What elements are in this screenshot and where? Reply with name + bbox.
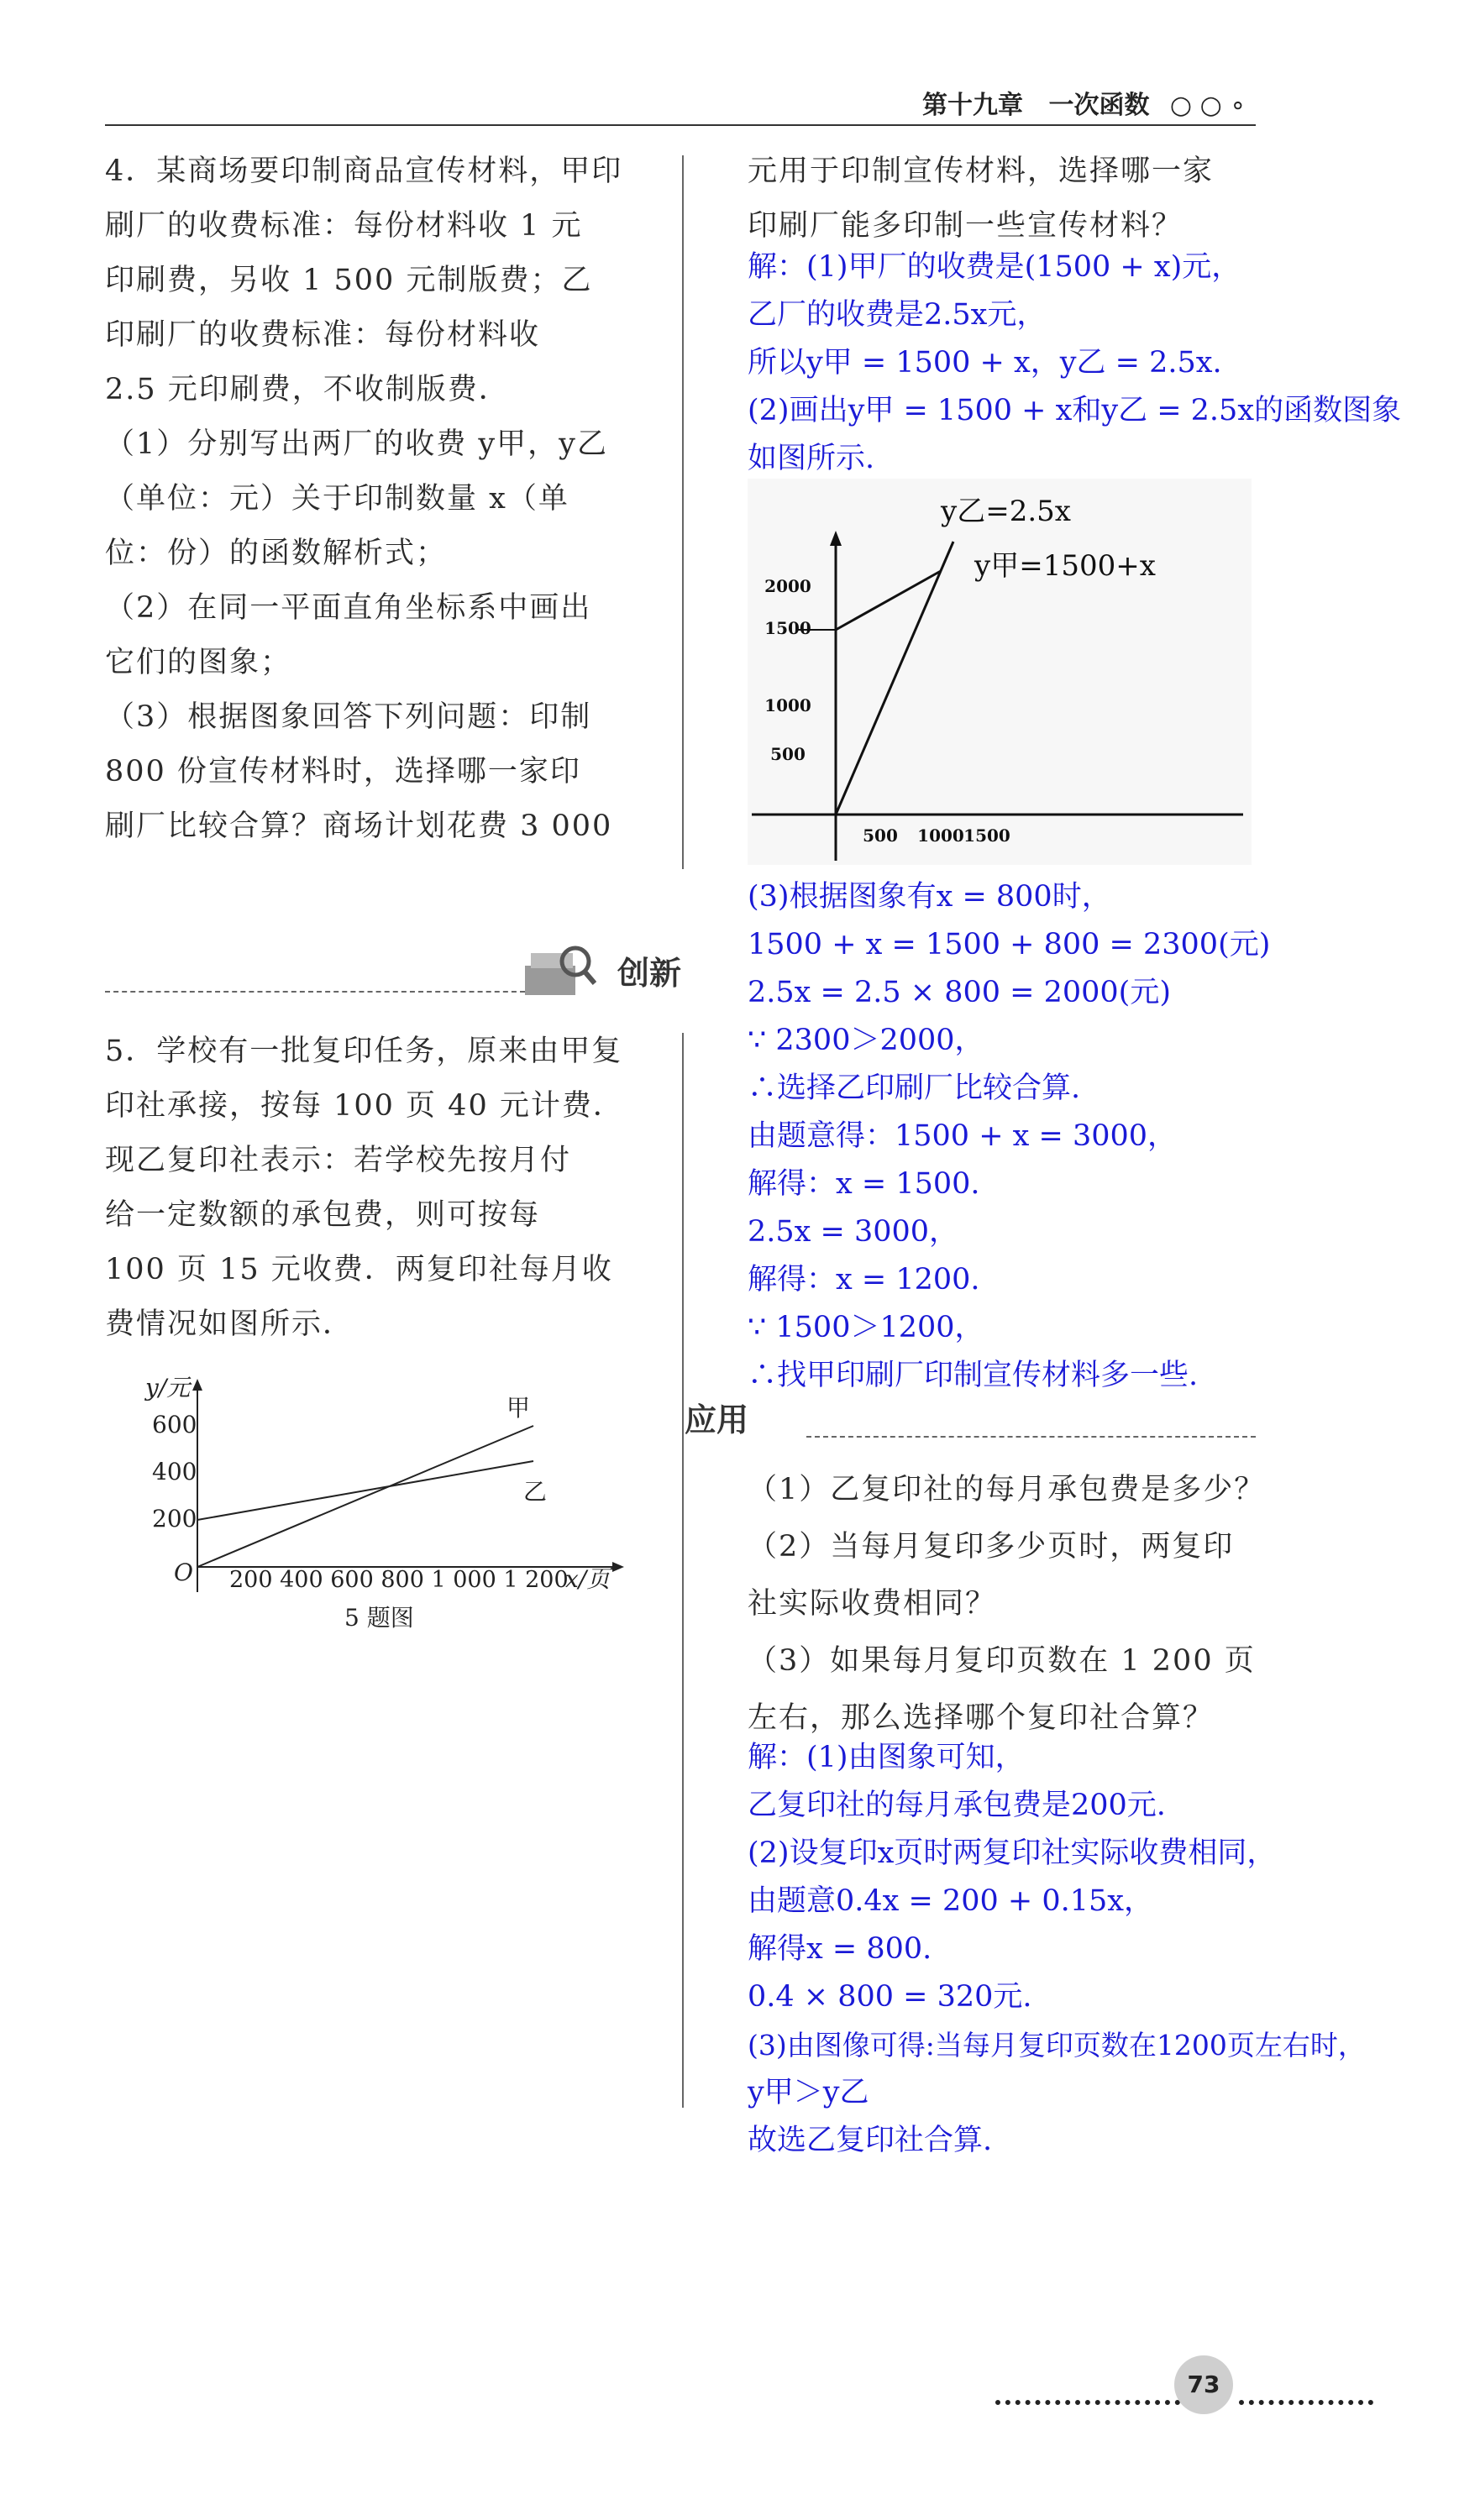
chart-4-ytick: 500 (770, 744, 806, 764)
chart-5-x-arrow (612, 1562, 624, 1572)
chart-5-line-yi (197, 1461, 533, 1520)
p4-line: （3）根据图象回答下列问题：印制 (105, 700, 592, 734)
problem-4-continuation (748, 144, 1214, 254)
ans5-line: 解：(1)由图象可知， (748, 1741, 1025, 1774)
chart-5-label-jia: 甲 (506, 1394, 531, 1422)
chart-problem-4 (748, 479, 1252, 865)
ans4-line: 所以y甲 = 1500 + x，y乙 = 2.5x. (748, 346, 1222, 380)
chart-4-xtick: 500 (863, 825, 898, 846)
chapter-topic: 一次函数 (1048, 91, 1150, 120)
chart-5-ytick: 600 (152, 1411, 197, 1438)
p5-question: （3）如果每月复印页数在 1 200 页 (748, 1644, 1256, 1678)
ans4-line: 乙厂的收费是2.5x元， (748, 298, 1047, 332)
ans4-line: ∴找甲印刷厂印制宣传材料多一些. (748, 1359, 1199, 1392)
column-divider-bottom (682, 1033, 684, 2108)
p4-line: 印刷厂的收费标准：每份材料收 (105, 318, 541, 352)
chart-5-label-yi: 乙 (523, 1478, 548, 1506)
ans4-line: 解：(1)甲厂的收费是(1500 + x)元， (748, 250, 1241, 284)
ans4-line: 解得：x = 1500. (748, 1167, 980, 1201)
ans5-line: (3)由图像可得:当每月复印页数在1200页左右时， (748, 2029, 1366, 2062)
chart-4-background (748, 479, 1252, 865)
ans4-line: 2.5x = 2.5 × 800 = 2000(元) (748, 976, 1171, 1009)
chart-5-xticks: 200 400 600 800 1 000 1 200 (229, 1567, 569, 1593)
ans5-line: 乙复印社的每月承包费是200元. (748, 1789, 1166, 1822)
chart-5-y-label: y/元 (145, 1374, 191, 1401)
chart-4-ytick: 1500 (764, 618, 811, 638)
ans4-line: 2.5x = 3000， (748, 1215, 959, 1249)
p4-line: 位：份）的函数解析式； (105, 537, 448, 570)
p4-line: 刷厂的收费标准：每份材料收 1 元 (105, 209, 583, 243)
chart-5-ytick: 200 (152, 1505, 197, 1532)
chart-5-origin: O (174, 1559, 193, 1586)
ans5-line: 0.4 × 800 = 320元. (748, 1980, 1032, 2014)
p5-question: 社实际收费相同？ (748, 1587, 997, 1621)
answer-4-part2 (748, 873, 1270, 1400)
ans5-line: 由题意0.4x = 200 + 0.15x， (748, 1884, 1154, 1918)
chart-problem-5 (105, 1360, 659, 1646)
p4-line: 4．某商场要印制商品宣传材料，甲印 (105, 155, 623, 188)
p4-line: 800 份宣传材料时，选择哪一家印 (105, 755, 581, 788)
chart-4-ytick: 2000 (764, 576, 811, 596)
p5-line: 100 页 15 元收费．两复印社每月收 (105, 1253, 613, 1286)
chart-5-ytick: 400 (152, 1458, 197, 1485)
problem-5-questions (748, 1461, 1265, 1747)
p4-line: （1）分别写出两厂的收费 y甲，y乙 (105, 427, 608, 461)
chart-5-caption: 5 题图 (344, 1604, 414, 1632)
header-rule (105, 124, 1256, 126)
page-number: 73 (1187, 2371, 1220, 2398)
p5-question: （1）乙复印社的每月承包费是多少？ (748, 1473, 1266, 1506)
answer-5 (748, 1734, 1366, 2165)
ans4-line: ∵ 2300＞2000， (748, 1024, 984, 1057)
ans4-line: 解得：x = 1200. (748, 1263, 980, 1297)
ans5-line: 解得x = 800. (748, 1932, 932, 1966)
p5-line: 给一定数额的承包费，则可按每 (105, 1198, 541, 1232)
ans4-line: 由题意得：1500 + x = 3000， (748, 1119, 1178, 1153)
footer-dots-right (1239, 2400, 1373, 2405)
section-icon (521, 936, 596, 1003)
ans4-line: ∴选择乙印刷厂比较合算. (748, 1071, 1081, 1105)
p4-line: 刷厂比较合算？商场计划花费 3 000 (105, 809, 613, 843)
p4-line: （单位：元）关于印制数量 x（单 (105, 482, 569, 516)
column-divider-top (682, 155, 684, 869)
chart-5-y-arrow (192, 1379, 202, 1391)
ans5-line: (2)设复印x页时两复印社实际收费相同， (748, 1836, 1277, 1870)
ans4-line: ∵ 1500＞1200， (748, 1311, 984, 1344)
chart-4-label-yi: y乙=2.5x (941, 495, 1071, 528)
ans5-line: y甲＞y乙 (748, 2076, 869, 2109)
p5-line: 印社承接，按每 100 页 40 元计费． (105, 1089, 624, 1123)
ans5-line: 故选乙复印社合算. (748, 2124, 993, 2157)
p4-line: （2）在同一平面直角坐标系中画出 (105, 591, 592, 625)
p4-cont-line: 印刷厂能多印制一些宣传材料？ (748, 209, 1183, 243)
problem-5-text (105, 1024, 668, 1352)
chart-4-xtick: 1500 (963, 825, 1010, 846)
answer-4-part1 (748, 244, 1401, 483)
chart-4-ytick: 1000 (764, 695, 811, 715)
chart-5-line-jia (197, 1426, 533, 1567)
p4-cont-line: 元用于印制宣传材料，选择哪一家 (748, 155, 1215, 188)
chapter-number: 第十九章 (922, 91, 1023, 120)
p4-line: 印刷费，另收 1 500 元制版费；乙 (105, 264, 593, 297)
p5-line: 现乙复印社表示：若学校先按月付 (105, 1144, 572, 1177)
ans4-line: (3)根据图象有x = 800时， (748, 880, 1111, 914)
p5-line: 5．学校有一批复印任务，原来由甲复 (105, 1035, 623, 1068)
p4-line: 2.5 元印刷费，不收制版费． (105, 373, 510, 406)
section-title-right: 应用 (685, 1401, 749, 1438)
p5-line: 费情况如图所示． (105, 1307, 354, 1341)
chart-5-x-label: x/页 (565, 1565, 611, 1593)
ans4-line: 1500 + x = 1500 + 800 = 2300(元) (748, 928, 1271, 961)
problem-4-text (105, 144, 668, 854)
chapter-header (922, 84, 1246, 121)
chart-4-xtick: 1000 (917, 825, 964, 846)
ans4-line: (2)画出y甲 = 1500 + x和y乙 = 2.5x的函数图象 (748, 394, 1402, 427)
p5-question: （2）当每月复印多少页时，两复印 (748, 1530, 1235, 1564)
ans4-line: 如图所示. (748, 442, 875, 475)
section-divider-left (105, 991, 525, 993)
p4-line: 它们的图象； (105, 646, 292, 679)
chart-4-label-jia: y甲=1500+x (974, 549, 1156, 583)
header-circles: ○ ○ ∘ (1169, 91, 1246, 120)
section-divider-right (806, 1436, 1256, 1438)
section-title-left: 创新 (617, 955, 682, 992)
page-number-badge (1174, 2355, 1233, 2414)
footer-dots-left (995, 2400, 1180, 2405)
p5-question: 左右，那么选择哪个复印社合算？ (748, 1701, 1215, 1735)
